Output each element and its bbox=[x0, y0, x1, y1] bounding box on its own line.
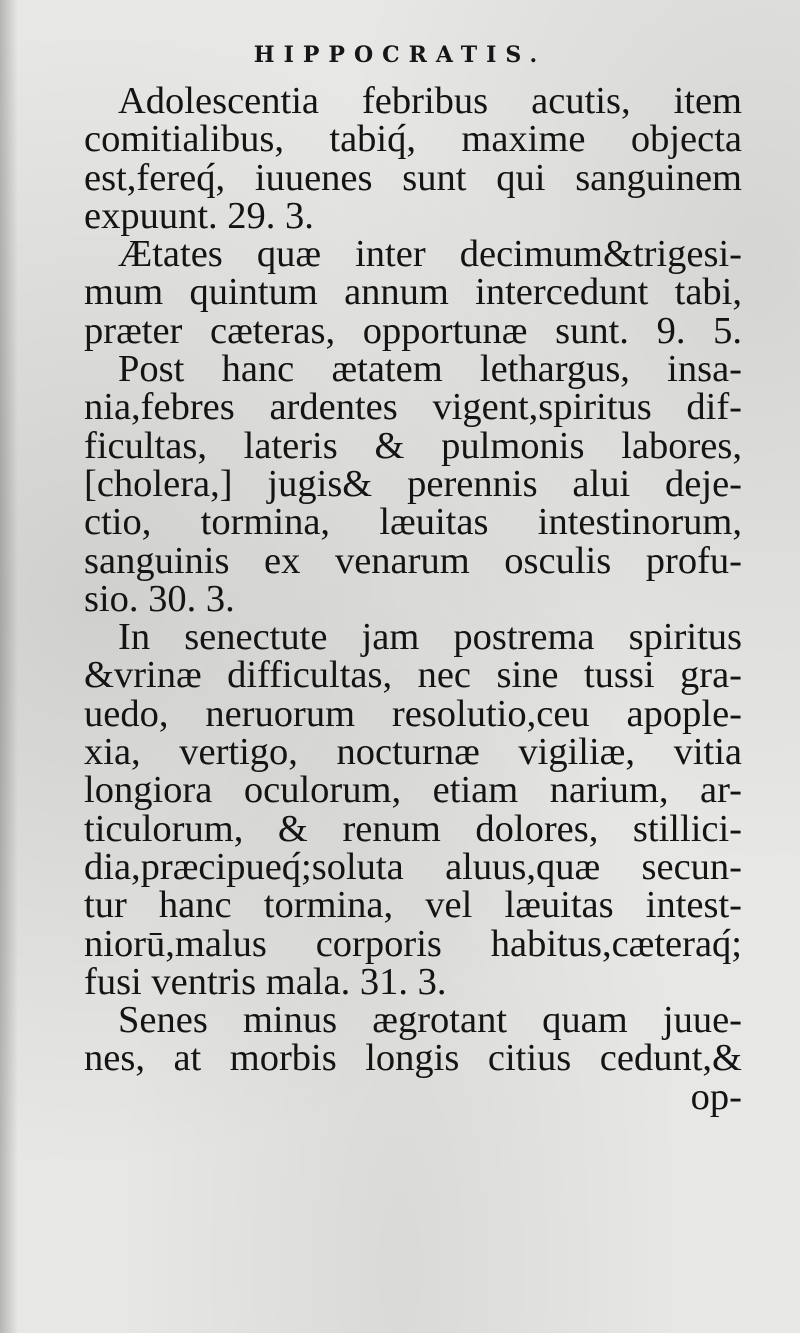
text-line: nes, at morbis longis citius cedunt,& bbox=[84, 1037, 742, 1080]
text-line: longiora oculorum, etiam narium, ar- bbox=[84, 769, 742, 812]
text-line: uedo, neruorum resolutio,ceu apople- bbox=[84, 692, 742, 735]
text-line: [cholera,] jugis& perennis alui deje- bbox=[84, 462, 742, 505]
text-line: &vrinæ difficultas, nec sine tussi gra- bbox=[84, 654, 742, 697]
text-line: ticulorum, & renum dolores, stillici- bbox=[84, 807, 742, 850]
text-line: fusi ventris mala. 31. 3. bbox=[84, 960, 447, 1003]
text-line: In senectute jam postrema spiritus bbox=[118, 616, 742, 659]
text-line: tur hanc tormina, vel læuitas intest- bbox=[84, 884, 742, 927]
text-line: Adolescentia febribus acutis, item bbox=[118, 80, 742, 122]
text-line: expuunt. 29. 3. bbox=[84, 194, 314, 237]
text-line: comitialibus, tabiq́, maxime objecta bbox=[84, 118, 742, 161]
text-line: dia,præcipueq́;soluta aluus,quæ secun- bbox=[84, 845, 742, 888]
text-line: ctio, tormina, læuitas intestinorum, bbox=[84, 501, 742, 544]
text-line: sanguinis ex venarum osculis profu- bbox=[84, 539, 742, 582]
text-line: præter cæteras, opportunæ sunt. 9. 5. bbox=[84, 309, 742, 352]
body-text bbox=[84, 82, 742, 1116]
page-shadow-edge bbox=[0, 0, 18, 1333]
text-line: nia,febres ardentes vigent,spiritus dif- bbox=[84, 386, 742, 429]
text-line: mum quintum annum intercedunt tabi, bbox=[84, 271, 742, 314]
running-head: HIPPOCRATIS. bbox=[253, 42, 547, 68]
catchword: op- bbox=[690, 1075, 742, 1118]
text-line: xia, vertigo, nocturnæ vigiliæ, vitia bbox=[84, 731, 742, 774]
text-line: niorū,malus corporis habitus,cæteraq́; bbox=[84, 922, 742, 965]
text-line: Ætates quæ inter decimum&trigesi- bbox=[118, 233, 742, 276]
text-line: Post hanc ætatem lethargus, insa- bbox=[118, 348, 742, 391]
text-line: est,fereq́, iuuenes sunt qui sanguinem bbox=[84, 156, 742, 199]
text-line: Senes minus ægrotant quam juue- bbox=[118, 999, 742, 1042]
text-line: ficultas, lateris & pulmonis labores, bbox=[84, 424, 742, 467]
text-line: sio. 30. 3. bbox=[84, 577, 235, 620]
